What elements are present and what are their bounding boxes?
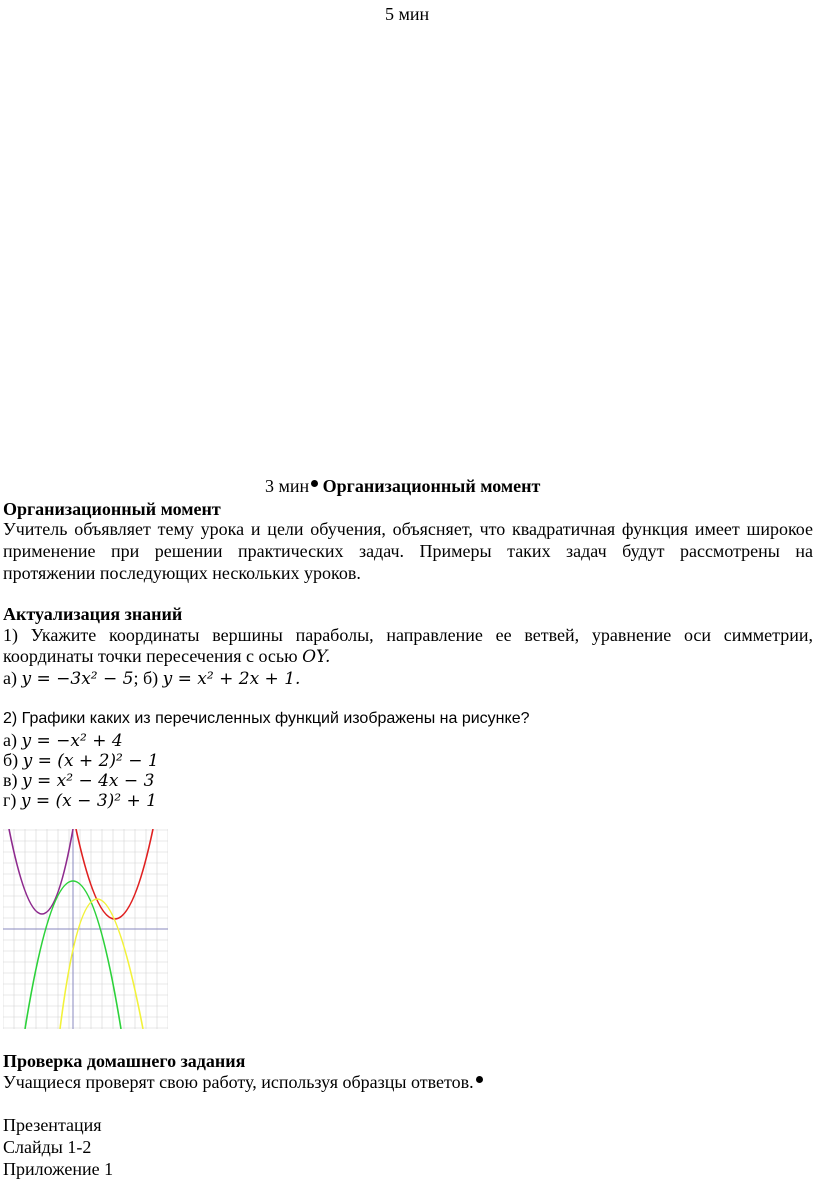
section-heading-homework: Проверка домашнего задания [3,1051,246,1071]
option-formula: y = (x + 2)² − 1 [22,751,159,771]
formula-a-label: а) [3,668,22,688]
question-1-text: координаты точки пересечения с осью [3,646,303,666]
heading-inline: Организационный момент [322,476,541,496]
org-text-line-1: Учитель объявляет тему урока и цели обучения, объясняет, что квадратичная функция имеет широкое [3,519,813,539]
option-label: а) [3,730,22,750]
curve-yellow [60,899,143,1029]
section-heading-actualization: Актуализация знаний [3,604,183,624]
option-formula: y = (x − 3)² + 1 [20,791,157,811]
axis-oy: OY. [302,647,331,667]
option-a [3,730,123,751]
question-1-line-2 [3,646,330,667]
resource-slides: Слайды 1-2 [3,1137,92,1157]
homework-text: Учащиеся проверят свою работу, используя образцы ответов. [3,1072,474,1092]
question-2: 2) Графики каких из перечисленных функций изображены на рисунке? [3,710,530,727]
curve-purple [9,829,73,914]
option-d [3,790,157,811]
bullet-icon [311,480,318,487]
option-label: б) [3,750,23,770]
parabola-graph-figure [3,829,168,1029]
question-1-line-1: 1) Укажите координаты вершины параболы, направление ее ветвей, уравнение оси симметрии, [3,625,813,645]
section-heading-org: Организационный момент [3,499,221,519]
question-1-formulas [3,668,300,689]
option-formula: y = −x² + 4 [21,731,123,751]
formula-b: y = x² + 2x + 1. [162,669,301,689]
resource-presentation: Презентация [3,1115,102,1135]
org-text-line-3: протяжении последующих нескольких уроков. [3,563,361,583]
homework-text-row [3,1072,483,1093]
option-c [3,770,154,791]
option-b [3,750,159,771]
resource-appendix: Приложение 1 [3,1159,114,1179]
formula-separator: ; б) [133,668,163,688]
option-formula: y = x² − 4x − 3 [22,771,155,791]
time-label: 3 мин [265,476,310,496]
option-label: в) [3,770,22,790]
time-label-top: 5 мин [385,4,430,24]
formula-a: y = −3x² − 5 [21,669,134,689]
option-label: г) [3,790,21,810]
bullet-icon [476,1076,483,1083]
section-time-row [265,476,540,497]
org-text-line-2: применение при решении практических задач. Примеры таких задач будут рассмотрены на [3,541,813,561]
